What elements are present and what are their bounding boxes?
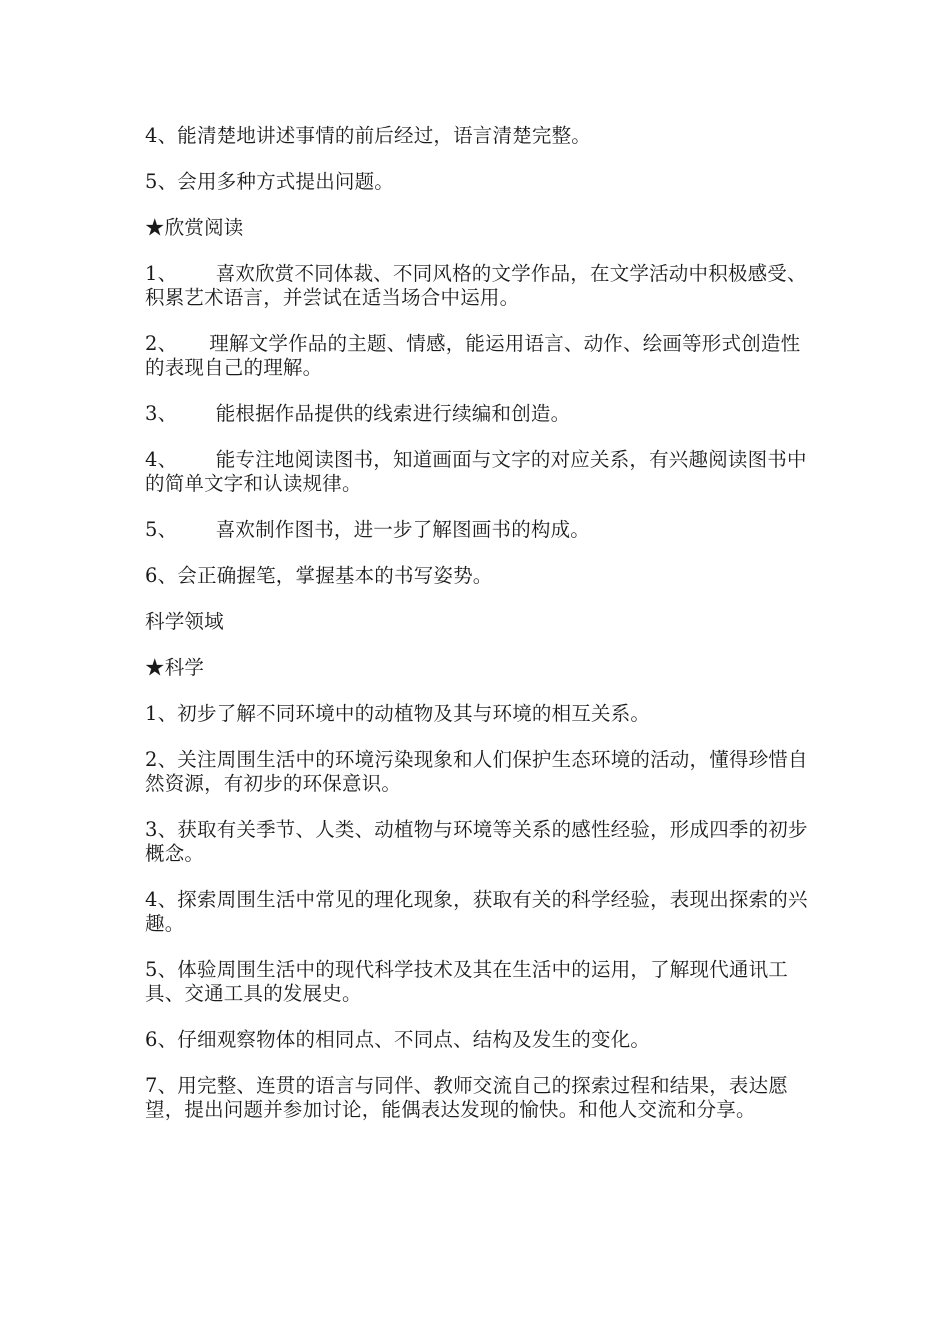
section-heading-reading: ★欣赏阅读 [145,216,244,239]
paragraph-language-item-5: 5、会用多种方式提出问题。 [145,170,395,193]
paragraph-science-item-2: 2、关注周围生活中的环境污染现象和人们保护生态环境的活动，懂得珍惜自然资源，有初步的环保意识。 [145,748,808,795]
document-body [145,124,810,1144]
paragraph-science-item-7: 7、用完整、连贯的语言与同伴、教师交流自己的探索过程和结果，表达愿望，提出问题并参加讨论，能偶表达发现的愉快。和他人交流和分享。 [145,1074,789,1121]
paragraph-reading-item-4: 4、 能专注地阅读图书，知道画面与文字的对应关系，有兴趣阅读图书中的简单文字和认读规律。 [145,448,807,495]
paragraph-reading-item-2: 2、 理解文学作品的主题、情感，能运用语言、动作、绘画等形式创造性的表现自己的理解。 [145,332,801,379]
paragraph-science-item-6: 6、仔细观察物体的相同点、不同点、结构及发生的变化。 [145,1028,651,1051]
paragraph-reading-item-1: 1、 喜欢欣赏不同体裁、不同风格的文学作品，在文学活动中积极感受、积累艺术语言，并尝试在适当场合中运用。 [145,262,807,309]
paragraph-science-item-1: 1、初步了解不同环境中的动植物及其与环境的相互关系。 [145,702,651,725]
section-heading-science-domain: 科学领域 [145,610,224,633]
paragraph-science-item-3: 3、获取有关季节、人类、动植物与环境等关系的感性经验，形成四季的初步概念。 [145,818,808,865]
paragraph-reading-item-5: 5、 喜欢制作图书，进一步了解图画书的构成。 [145,518,590,541]
paragraph-language-item-4: 4、能清楚地讲述事情的前后经过，语言清楚完整。 [145,124,592,147]
paragraph-reading-item-6: 6、会正确握笔，掌握基本的书写姿势。 [145,564,493,587]
paragraph-science-item-5: 5、体验周围生活中的现代科学技术及其在生活中的运用，了解现代通讯工具、交通工具的发展史。 [145,958,789,1005]
paragraph-reading-item-3: 3、 能根据作品提供的线索进行续编和创造。 [145,402,571,425]
paragraph-science-item-4: 4、探索周围生活中常见的理化现象，获取有关的科学经验，表现出探索的兴趣。 [145,888,808,935]
section-heading-science: ★科学 [145,656,205,679]
